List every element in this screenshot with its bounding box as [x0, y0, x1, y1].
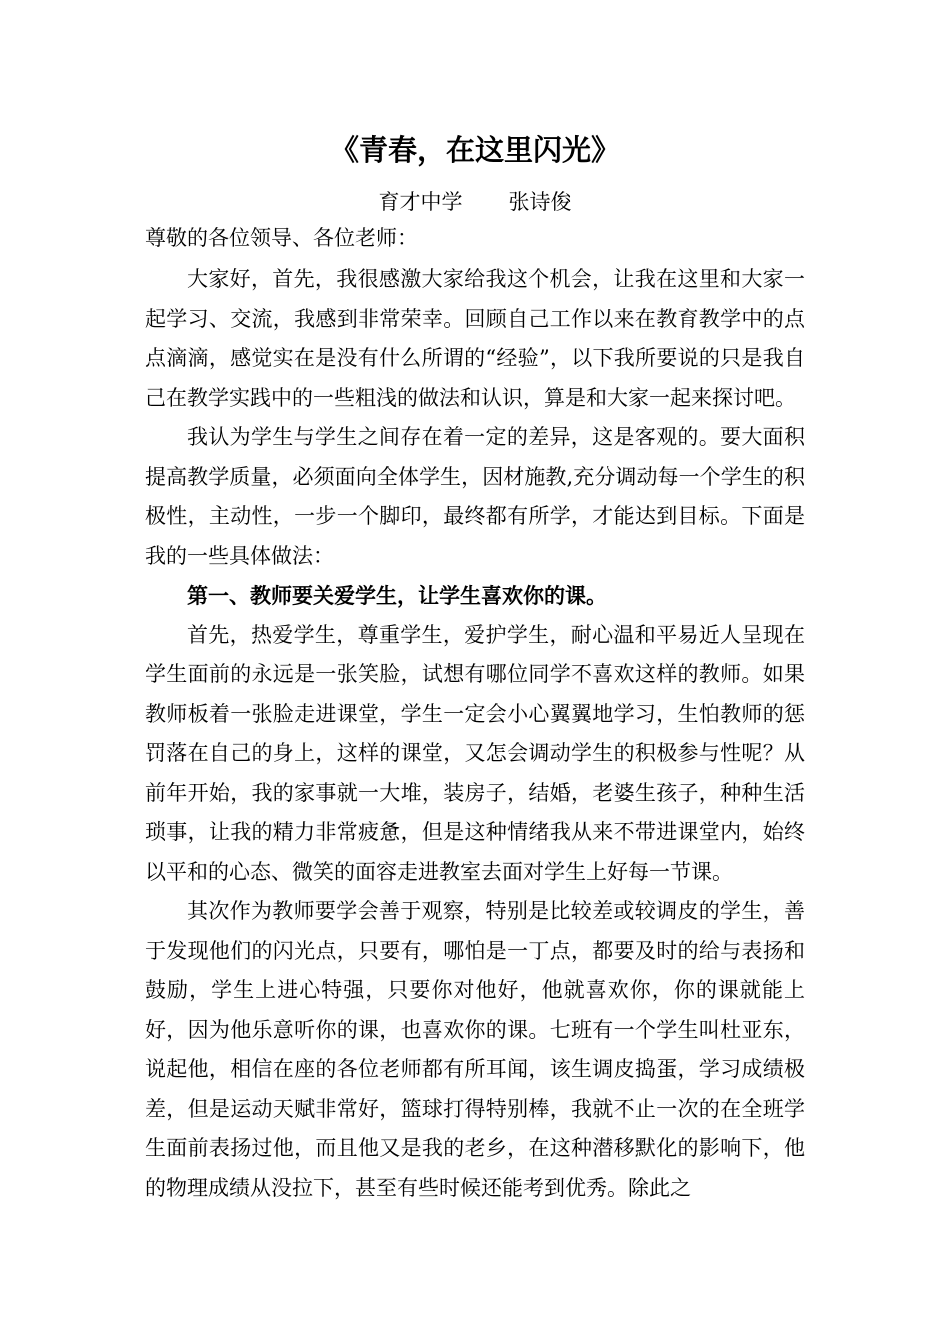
section-heading: 第一、教师要关爱学生，让学生喜欢你的课。 [187, 583, 607, 608]
paragraph-differences: 我认为学生与学生之间存在着一定的差异，这是客观的。要大面积提高教学质量，必须面向全体学生，因材施教,充分调动每一个学生的积极性，主动性，一步一个脚印，最终都有所学，才能达到目标。下面是我的一些具体做法： [145, 425, 805, 568]
salutation: 尊敬的各位领导、各位老师： [145, 226, 418, 250]
paragraph-observe-students: 其次作为教师要学会善于观察，特别是比较差或较调皮的学生，善于发现他们的闪光点，只要有，哪怕是一丁点，都要及时的给与表扬和鼓励，学生上进心特强，只要你对他好，他就喜欢你，你的课就能上好，因为他乐意听你的课，也喜欢你的课。七班有一个学生叫杜亚东，说起他，相信在座的各位老师都有所耳闻，该生调皮捣蛋，学习成绩极差，但是运动天赋非常好，篮球打得特别棒，我就不止一次的在全班学生面前表扬过他，而且他又是我的老乡，在这种潜移默化的影响下，他的物理成绩从没拉下，甚至有些时候还能考到优秀。除此之 [145, 899, 805, 1200]
paragraph-intro: 大家好，首先，我很感激大家给我这个机会，让我在这里和大家一起学习、交流，我感到非常荣幸。回顾自己工作以来在教育教学中的点点滴滴，感觉实在是没有什么所谓的“经验”，以下我所要说的只是我自己在教学实践中的一些粗浅的做法和认识，算是和大家一起来探讨吧。 [145, 267, 805, 410]
document-title: 《青春，在这里闪光》 [329, 133, 620, 167]
school-name: 育才中学 [378, 190, 463, 214]
byline [145, 184, 805, 220]
document-page [145, 128, 805, 1208]
author-name: 张诗俊 [508, 190, 572, 214]
paragraph-love-students: 首先，热爱学生，尊重学生，爱护学生，耐心温和平易近人呈现在学生面前的永远是一张笑脸，试想有哪位同学不喜欢这样的教师。如果教师板着一张脸走进课堂，学生一定会小心翼翼地学习，生怕教师的惩罚落在自己的身上，这样的课堂，又怎会调动学生的积极参与性呢？从前年开始，我的家事就一大堆，装房子，结婚，老婆生孩子，种种生活琐事，让我的精力非常疲惫，但是这种情绪我从来不带进课堂内，始终以平和的心态、微笑的面容走进教室去面对学生上好每一节课。 [145, 622, 805, 884]
